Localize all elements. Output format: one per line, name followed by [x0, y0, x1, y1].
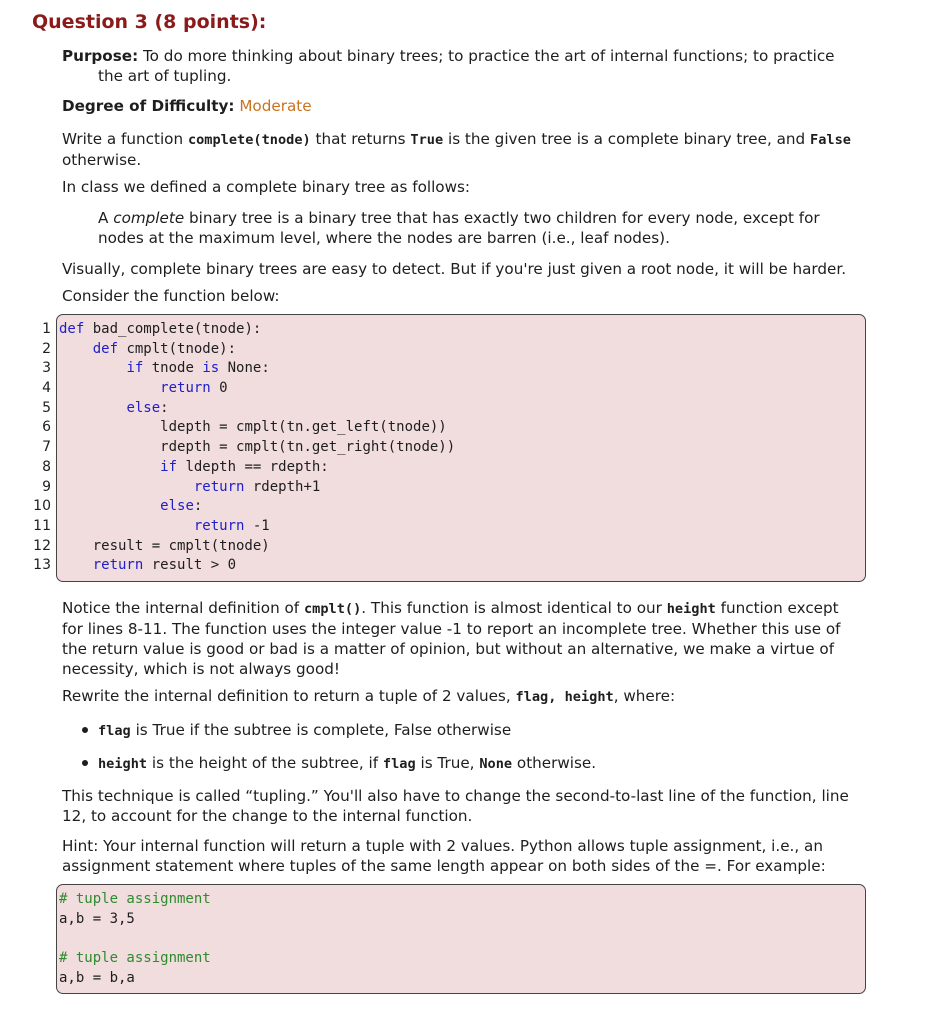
code-line	[33, 537, 865, 557]
definition-quote	[98, 208, 862, 248]
visual-paragraph: Visually, complete binary trees are easy to detect. But if you're just given a root node, it will be harder.	[62, 260, 847, 278]
definition-intro: In class we defined a complete binary tree as follows:	[62, 178, 471, 196]
code-text: -1	[244, 517, 270, 534]
line-number: 8	[42, 458, 51, 475]
code-line	[42, 438, 865, 458]
keyword: else	[126, 399, 161, 416]
notice-text: . This function is almost identical to our	[361, 598, 667, 617]
code-text: rdepth+1	[244, 478, 321, 495]
none-code: None	[479, 755, 513, 772]
question-title: Question 3 (8 points):	[32, 11, 267, 33]
code-text: rdepth = cmplt(tn.get_right(tnode))	[160, 439, 456, 456]
line-number: 11	[33, 517, 51, 534]
bullet-text: is True,	[415, 753, 480, 772]
code-line	[42, 340, 865, 360]
intro-paragraph	[62, 129, 862, 170]
keyword: is	[202, 360, 220, 377]
rewrite-paragraph	[62, 686, 862, 707]
code-text: cmplt(tnode):	[118, 340, 237, 357]
code-line: a,b = b,a	[59, 969, 135, 986]
code-line	[33, 556, 865, 576]
code-blank-line	[57, 929, 865, 949]
code-text: result = cmplt(tnode)	[92, 537, 270, 554]
quote-text: A	[98, 209, 114, 227]
keyword: return	[92, 557, 144, 574]
code-line	[42, 359, 865, 379]
line-number: 2	[42, 340, 51, 357]
intro-text: that returns	[310, 130, 411, 148]
code-listing	[33, 314, 866, 582]
notice-text: function except for lines 8-11. The function uses the integer value -1 to report an incomplete tree. Whether this use of the return value is good or bad is a matter of opinion, but without an alternative, we make a virtue of necessity, which is not always good!	[62, 598, 841, 678]
line-number: 3	[42, 360, 51, 377]
keyword: return	[160, 380, 211, 397]
line-number: 7	[42, 439, 51, 456]
purpose-text: To do more thinking about binary trees; to practice the art of internal functions; to practice the art of tupling.	[98, 47, 835, 85]
quote-text: binary tree is a binary tree that has exactly two children for every node, except for nodes at the maximum level, where the nodes are barren (i.e., leaf nodes).	[98, 209, 820, 247]
code-text: 0	[210, 380, 228, 397]
purpose-paragraph	[62, 46, 862, 86]
keyword: if	[160, 458, 178, 475]
line-number: 5	[42, 399, 51, 416]
rewrite-text: Rewrite the internal definition to return a tuple of 2 values,	[62, 686, 516, 705]
height-code: height	[666, 600, 716, 617]
line-number: 13	[33, 557, 51, 574]
quote-emphasis: complete	[113, 209, 185, 227]
cmplt-code: cmplt()	[303, 600, 362, 617]
keyword: def	[59, 321, 85, 337]
code-line	[42, 399, 865, 419]
code-text: result > 0	[143, 557, 237, 574]
height-code: height	[98, 755, 148, 772]
notice-text: Notice the internal definition of	[62, 598, 304, 617]
code-comment: # tuple assignment	[59, 890, 211, 907]
question-body	[33, 46, 862, 994]
keyword: if	[126, 360, 144, 377]
intro-text: is the given tree is a complete binary tree, and	[443, 130, 811, 148]
hint-paragraph: Hint: Your internal function will return a tuple with 2 values. Python allows tuple assignment, i.e., an assignment statement where tuples of the same length appear on both sides of the =. For example:	[62, 836, 826, 875]
flag-code: flag	[98, 722, 131, 739]
keyword: else	[160, 498, 194, 515]
code-text: bad_complete(tnode):	[84, 321, 262, 337]
consider-paragraph: Consider the function below:	[62, 287, 280, 305]
code-line	[42, 458, 865, 478]
true-code: True	[410, 132, 444, 148]
code-text: ldepth == rdepth:	[177, 458, 329, 475]
line-number: 4	[42, 380, 51, 397]
line-number: 12	[33, 537, 51, 554]
technique-paragraph: This technique is called “tupling.” You'll also have to change the second-to-last line of the function, line 12, to account for the change to the internal function.	[62, 786, 849, 825]
code-line	[42, 320, 865, 340]
example-code	[56, 884, 866, 994]
line-number: 1	[42, 321, 51, 337]
flag-code: flag	[382, 755, 416, 772]
code-line	[42, 379, 865, 399]
line-number: 6	[42, 419, 51, 436]
code-line: a,b = 3,5	[59, 910, 135, 927]
code-text: ldepth = cmplt(tn.get_left(tnode))	[160, 419, 447, 436]
line-number: 10	[33, 498, 51, 515]
keyword: return	[193, 478, 245, 495]
intro-text: otherwise.	[62, 151, 142, 169]
list-item	[62, 720, 862, 741]
tuple-list	[62, 720, 862, 774]
bullet-text: is True if the subtree is complete, False otherwise	[130, 720, 512, 739]
list-item	[62, 753, 862, 774]
code-text: None:	[219, 360, 270, 377]
code-text: :	[193, 498, 203, 515]
code-line	[33, 517, 865, 537]
code-text: tnode	[143, 360, 203, 377]
purpose-label: Purpose:	[62, 47, 139, 65]
false-code: False	[810, 132, 851, 148]
intro-text: Write a function	[62, 130, 188, 148]
rewrite-text: , where:	[613, 686, 676, 705]
notice-paragraph	[62, 598, 862, 679]
code-line	[42, 418, 865, 438]
code-line	[42, 478, 865, 498]
function-name-code: complete(tnode)	[187, 132, 311, 148]
keyword: return	[193, 517, 245, 534]
code-line	[33, 497, 865, 517]
difficulty-paragraph	[62, 96, 862, 116]
bullet-text: is the height of the subtree, if	[147, 753, 383, 772]
line-number: 9	[42, 478, 51, 495]
flag-height-code: flag, height	[515, 688, 614, 705]
code-comment: # tuple assignment	[59, 950, 211, 966]
difficulty-label: Degree of Difficulty:	[62, 97, 235, 115]
bullet-text: otherwise.	[512, 753, 597, 772]
code-text: :	[160, 399, 169, 416]
keyword: def	[92, 340, 119, 357]
difficulty-value: Moderate	[239, 97, 312, 115]
